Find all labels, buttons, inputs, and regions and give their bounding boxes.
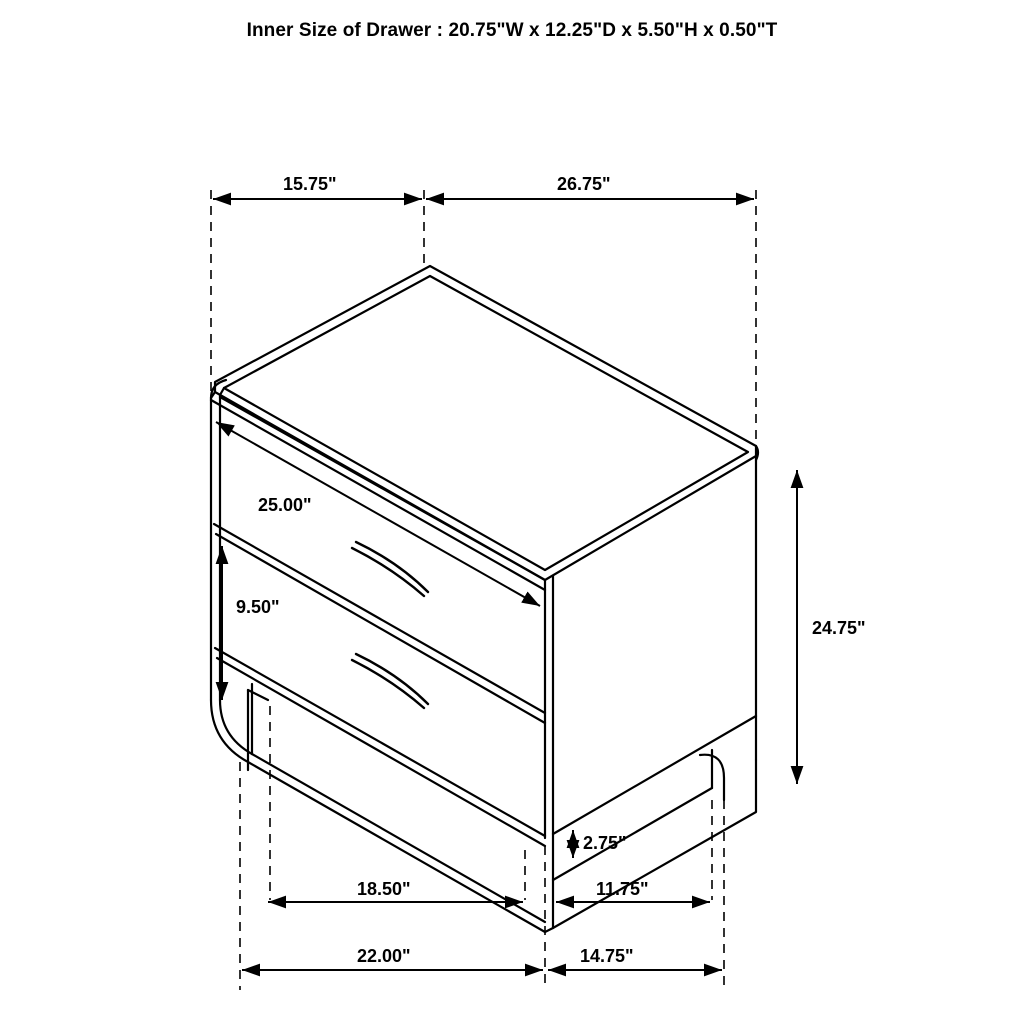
extension-lines [211, 190, 756, 990]
furniture-outline [211, 266, 758, 932]
dimension-label-bottom-inner-right: 11.75" [596, 879, 649, 899]
dimension-label-height-right: 24.75" [812, 618, 866, 638]
dimension-label-bottom-outer-right: 14.75" [580, 946, 634, 966]
dimension-label-bottom-inner-left: 18.50" [357, 879, 411, 899]
dimension-arrows [213, 199, 797, 970]
dimension-label-leg-height: 2.75" [583, 833, 627, 853]
dimension-label-drawer-lower: 9.50" [236, 597, 280, 617]
dimension-label-top-right: 26.75" [557, 174, 611, 194]
dimension-label-drawer-upper: 25.00" [258, 495, 312, 515]
dimension-label-top-left: 15.75" [283, 174, 337, 194]
dimension-label-bottom-outer-left: 22.00" [357, 946, 411, 966]
page-title: Inner Size of Drawer : 20.75"W x 12.25"D x 5.50"H x 0.50"T [246, 20, 778, 41]
